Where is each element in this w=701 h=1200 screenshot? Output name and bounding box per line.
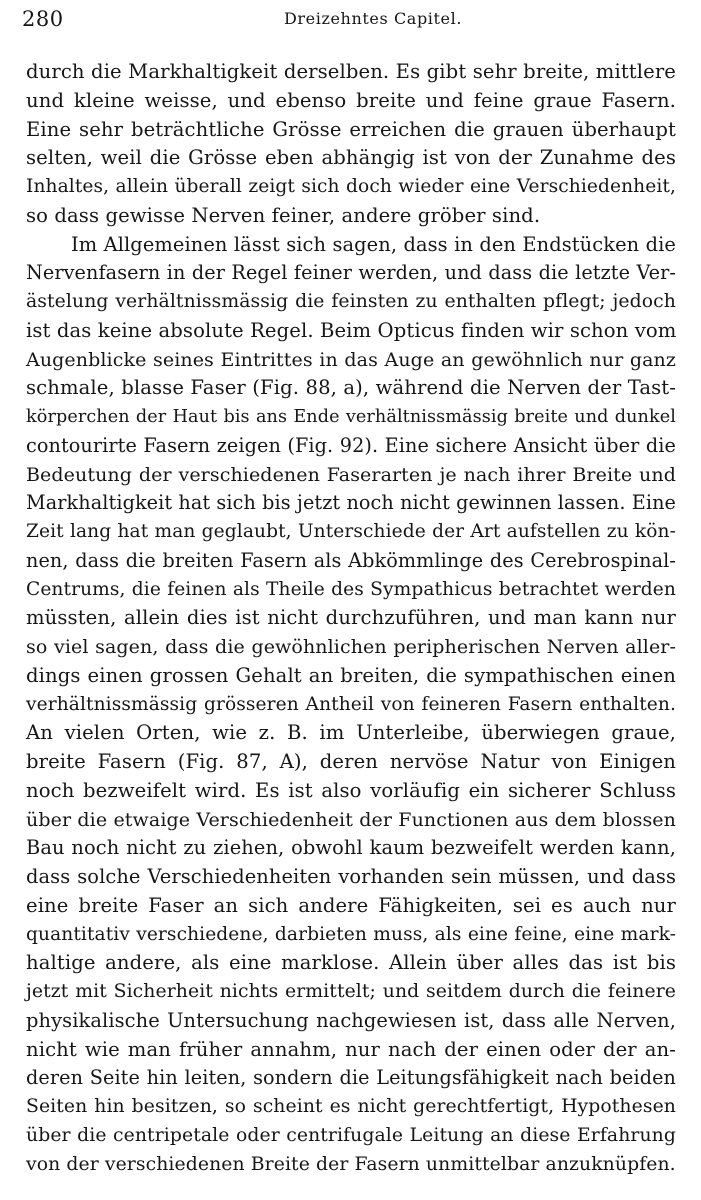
text-line: durch die Markhaltigkeit derselben. Es gibt sehr breite, mittlere (26, 60, 676, 83)
text-line: breite Fasern (Fig. 87, A), deren nervöse Natur von Einigen (26, 750, 676, 773)
text-line: contourirte Fasern zeigen (Fig. 92). Eine sichere Ansicht über die (26, 433, 676, 457)
text-line: Augenblicke seines Eintrittes in das Auge an gewöhnlich nur ganz (26, 348, 676, 371)
text-line: eine breite Faser an sich andere Fähigkeiten, sei es auch nur (26, 893, 676, 917)
text-line: ist das keine absolute Regel. Beim Opticus finden wir schon vom (26, 318, 677, 342)
text-line: Nervenfasern in der Regel feiner werden, und dass die letzte Ver- (26, 261, 676, 285)
text-line: und kleine weisse, und ebenso breite und feine graue Fasern. (26, 88, 676, 112)
text-line: so viel sagen, dass die gewöhnlichen peripherischen Nerven aller- (26, 636, 676, 658)
text-line: schmale, blasse Faser (Fig. 88, a), während die Nerven der Tast- (26, 376, 676, 400)
text-line: selten, weil die Grösse eben abhängig ist von der Zunahme des (26, 146, 676, 170)
running-title: Dreizehntes Capitel. (284, 9, 463, 28)
text-line: nen, dass die breiten Fasern als Abkömmlinge des Cerebrospinal- (26, 548, 676, 572)
text-line: noch bezweifelt wird. Es ist also vorläufig ein sicherer Schluss (26, 778, 676, 802)
text-line: haltige andere, als eine marklose. Allein über alles das ist bis (26, 951, 676, 975)
text-line: ästelung verhältnissmässig die feinsten zu enthalten pflegt; jedoch (26, 291, 676, 312)
page-header (22, 4, 679, 34)
text-line: über die centripetale oder centrifugale Leitung an diese Erfahrung (26, 1124, 676, 1146)
text-line: Zeit lang hat man geglaubt, Unterschiede der Art aufstellen zu kön- (26, 521, 676, 542)
text-line: jetzt mit Sicherheit nichts ermittelt; und seitdem durch die feinere (26, 981, 676, 1002)
text-line: Centrums, die feinen als Theile des Sympathicus betrachtet werden (26, 578, 676, 600)
text-line: körperchen der Haut bis ans Ende verhältnissmässig breite und dunkel (26, 407, 676, 427)
text-line: quantitativ verschiedene, darbieten muss, als eine feine, eine mark- (26, 923, 676, 945)
text-line: dings einen grossen Gehalt an breiten, die sympathischen einen (26, 663, 676, 687)
text-line: Eine sehr beträchtliche Grösse erreichen die grauen überhaupt (26, 117, 676, 141)
text-line: Im Allgemeinen lässt sich sagen, dass in den Endstücken die (71, 232, 676, 256)
text-line: dass solche Verschiedenheiten vorhanden sein müssen, und dass (26, 865, 676, 888)
text-line: physikalische Untersuchung nachgewiesen ist, dass alle Nerven, (26, 1008, 676, 1032)
text-line: Markhaltigkeit hat sich bis jetzt noch nicht gewinnen lassen. Eine (26, 491, 676, 515)
text-line: Bau noch nicht zu ziehen, obwohl kaum bezweifelt werden kann, (26, 836, 676, 860)
text-line: An vielen Orten, wie z. B. im Unterleibe, überwiegen graue, (26, 721, 676, 745)
body-text (26, 58, 676, 1179)
text-line: nicht wie man früher annahm, nur nach der einen oder der an- (26, 1037, 676, 1061)
text-line: Bedeutung der verschiedenen Faserarten je nach ihrer Breite und (26, 463, 676, 486)
page-number: 280 (22, 7, 64, 31)
text-line: Seiten hin besitzen, so scheint es nicht gerechtfertigt, Hypothesen (26, 1096, 676, 1117)
text-line: verhältnissmässig grösseren Antheil von feineren Fasern enthalten. (26, 693, 676, 715)
text-line: deren Seite hin leiten, sondern die Leitungsfähigkeit nach beiden (26, 1066, 676, 1090)
text-line: Inhaltes, allein überall zeigt sich doch wieder eine Verschiedenheit, (26, 176, 676, 197)
text-line: von der verschiedenen Breite der Fasern unmittelbar anzuknüpfen. (26, 1153, 676, 1175)
text-line: müssten, allein dies ist nicht durchzuführen, und man kann nur (26, 606, 676, 630)
text-line: so dass gewisse Nerven feiner, andere gröber sind. (26, 203, 541, 227)
text-line: über die etwaige Verschiedenheit der Functionen aus dem blossen (26, 808, 676, 831)
